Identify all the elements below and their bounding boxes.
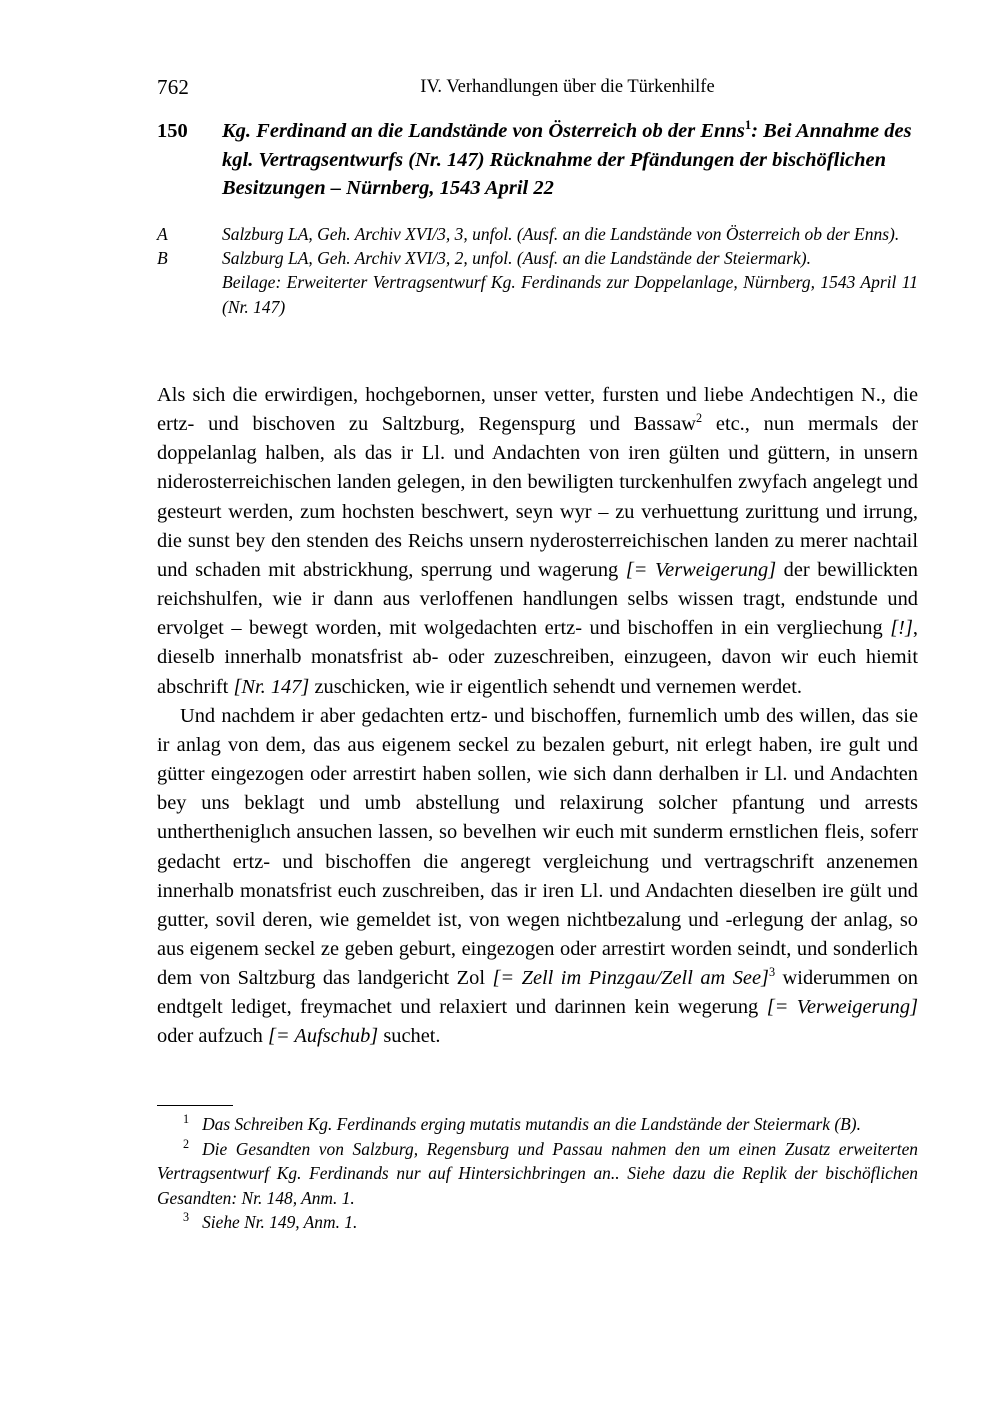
body-paragraph-1 xyxy=(157,381,918,702)
source-text-b: Salzburg LA, Geh. Archiv XVI/3, 2, unfol. (Ausf. an die Landstände der Steiermark). xyxy=(222,248,811,269)
p1-editorial-gloss-3: [Nr. 147] xyxy=(233,675,310,698)
source-entry-enclosure xyxy=(157,270,918,318)
p1-segment-5: zuschicken, wie ir eigentlich sehendt und vernemen werdet. xyxy=(309,675,802,698)
body-text xyxy=(157,381,918,1052)
p2-segment-4: suchet. xyxy=(378,1025,441,1048)
running-title: IV. Verhandlungen über die Türkenhilfe xyxy=(420,77,715,97)
footnote-text-2: Die Gesandten von Salzburg, Regensburg und Passau nahmen den um einen Zusatz erweiterten Vertragsentwurf Kg. Ferdinands nur auf Hintersichbringen an.. Siehe dazu die Replik der bischöflichen Gesandten: Nr. 148, Anm. 1. xyxy=(157,1138,918,1208)
footnote-marker-3[interactable]: 3 xyxy=(183,1210,190,1225)
source-apparatus xyxy=(157,222,918,319)
p2-editorial-gloss-1: [= Zell im Pinzgau/Zell am See] xyxy=(492,967,769,990)
headline-text-part-1: Kg. Ferdinand an die Landstände von Österreich ob der Enns xyxy=(222,120,745,142)
headline-footnote-marker[interactable]: 1 xyxy=(744,118,752,133)
source-entry-b xyxy=(157,246,918,270)
source-text-enclosure: Beilage: Erweiterter Vertragsentwurf Kg. Ferdinands zur Doppelanlage, Nürnberg, 1543 April 11 (Nr. 147) xyxy=(222,272,918,317)
p1-segment-3: der bewillickten reichshulfen, wie ir dann aus verloffenen handlungen selbs wissen tragt, endstunde und ervolget – bewegt worden, mit wolgedachten ertz- und bischoffen in ein vergliechung xyxy=(157,558,918,640)
footnote-text-3: Siehe Nr. 149, Anm. 1. xyxy=(202,1212,358,1232)
body-footnote-marker-3[interactable]: 3 xyxy=(768,965,776,980)
source-text-a: Salzburg LA, Geh. Archiv XVI/3, 3, unfol. (Ausf. an die Landstände von Österreich ob der Enns). xyxy=(222,224,900,244)
document-headline xyxy=(157,117,918,203)
source-siglum-b: B xyxy=(157,248,168,269)
footnote-marker-1[interactable]: 1 xyxy=(183,1112,190,1127)
p2-segment-1: Und nachdem ir aber gedachten ertz- und bischoffen, furnemlich umb des willen, das sie ir anlag von dem, das aus eigenem seckel zu bezalen geburt, nit erlegt haben, ire gult und gütter eingezogen oder arrestirt haben sollen, wie sich dann derhalben ir Ll. und Andachten bey uns beklagt und umb abstellung und relaxirung solcher pfantung und arrests unthertheniglıch ansuchen lassen, so bevelhen wir euch mit sunderm ernstlichen fleis, soferr gedacht ertz- und bischoffen die angeregt vergleichung und vertragschrift anzenemen innerhalb monatsfrist euch zuschreiben, das ir iren Ll. und Andachten dieselben ire gült und gutter, sovil deren, wie gemeldet ist, von wegen nichtbezalung und -erlegung der anlag, so aus eigenem seckel ze geben geburt, eingezogen oder arrestirt worden seindt, und sonderlich dem von Saltzburg das landgericht Zol xyxy=(157,704,918,990)
footnote-marker-2[interactable]: 2 xyxy=(183,1136,190,1151)
footnote-separator-rule xyxy=(157,1105,233,1106)
p1-segment-2: etc., nun mermals der doppelanlag halben, als das ir Ll. und Andachten von iren gülten und güttern, in unsern niderosterreichischen landen gelegen, in den bewiligten turckenhulfen zwyfach angelegt und gesteurt werden, zum hochsten beschwert, seyn wyr – zu verhuettung zurittung und irrung, die sunst bey den stenden des Reichs unsern nyderosterreichischen landen zu merer nachtail und schaden mit abstrickhung, sperrung und wagerung xyxy=(157,413,918,581)
footnote-text-1: Das Schreiben Kg. Ferdinands erging mutatis mutandis an die Landstände der Steiermark (B). xyxy=(202,1114,861,1134)
running-head xyxy=(157,74,918,100)
body-footnote-marker-2[interactable]: 2 xyxy=(696,411,703,426)
source-entry-a xyxy=(157,222,918,246)
footnote-2 xyxy=(157,1137,918,1211)
p2-segment-2: widerummen on endtgelt lediget, freymachet und relaxiert und darinnen kein wegerung xyxy=(157,967,918,1019)
p1-editorial-gloss-1: [= Verweigerung] xyxy=(625,558,777,581)
p1-editorial-gloss-2: [!] xyxy=(890,617,913,640)
p2-segment-3: oder aufzuch xyxy=(157,1025,268,1048)
body-paragraph-2 xyxy=(157,702,918,1052)
p1-segment-4: , dieselb innerhalb monatsfrist ab- oder zuzeschreiben, einzugeen, davon wir euch hiemit abschrift xyxy=(157,617,918,698)
headline-text-part-2: : Bei Annahme des kgl. Vertragsentwurfs (Nr. 147) Rücknahme der Pfändungen der bischöflichen Besitzungen – Nürnberg, 1543 April 22 xyxy=(222,120,912,199)
footnote-apparatus xyxy=(157,1105,918,1235)
page-content-area xyxy=(157,0,918,1418)
footnote-1 xyxy=(157,1112,918,1137)
page-number: 762 xyxy=(157,75,190,99)
p2-editorial-gloss-2: [= Verweigerung] xyxy=(766,996,918,1019)
p1-segment-1: Als sich die erwirdigen, hochgebornen, unser vetter, fursten und liebe Andechtigen N., die ertz- und bischoven zu Saltzburg, Regenspurg und Bassaw xyxy=(157,384,918,436)
p2-editorial-gloss-3: [= Aufschub] xyxy=(267,1025,379,1048)
source-siglum-a: A xyxy=(157,224,168,244)
footnote-3 xyxy=(157,1210,918,1235)
document-number: 150 xyxy=(157,120,188,142)
